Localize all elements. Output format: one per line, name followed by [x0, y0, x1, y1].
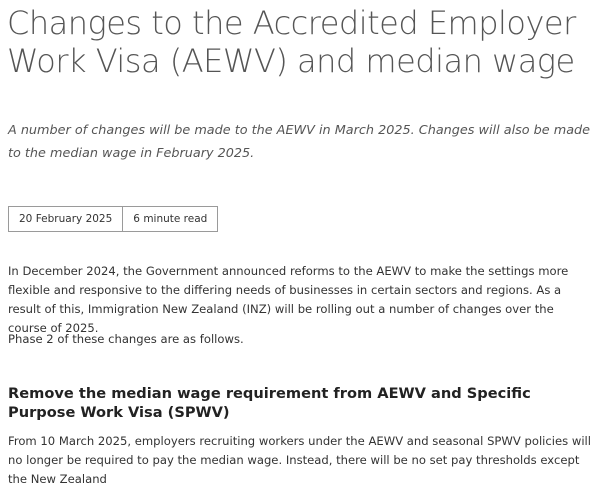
article-meta [8, 206, 218, 232]
page-title: Changes to the Accredited Employer Work Visa (AEWV) and median wage [7, 4, 576, 80]
read-time: 6 minute read [123, 206, 218, 232]
publish-date: 20 February 2025 [8, 206, 123, 232]
phase-paragraph: Phase 2 of these changes are as follows. [8, 332, 244, 346]
intro-paragraph: In December 2024, the Government announced reforms to the AEWV to make the settings more flexible and responsive to the differing needs of businesses in certain sectors and regions. As a result of this, Immigration New Zealand (INZ) will be rolling out a number of changes over the course of 2025. [8, 264, 569, 335]
article-lead: A number of changes will be made to the AEWV in March 2025. Changes will also be made to the median wage in February 2025. [8, 123, 591, 161]
section-heading: Remove the median wage requirement from AEWV and Specific Purpose Work Visa (SPWV) [8, 385, 531, 421]
section-paragraph: From 10 March 2025, employers recruiting workers under the AEWV and seasonal SPWV policies will no longer be required to pay the median wage. Instead, there will be no set pay thresholds except the New Zealand [8, 434, 591, 486]
